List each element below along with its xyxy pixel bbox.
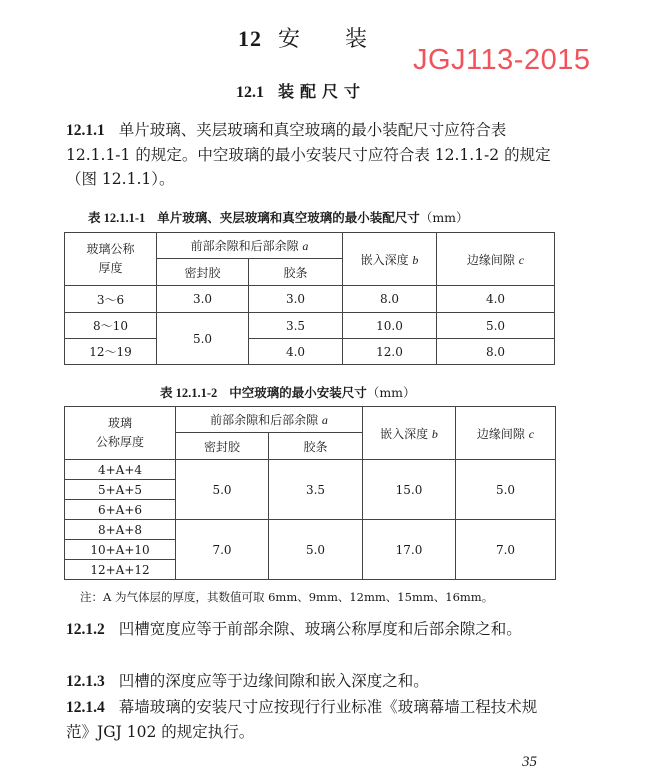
symbol: a — [302, 239, 309, 253]
cell-thickness: 10+A+10 — [65, 540, 176, 560]
clause-text: 幕墙玻璃的安装尺寸应按现行行业标准《玻璃幕墙工程技术规范》JGJ 102 的规定执行。 — [66, 698, 538, 741]
table2-header-strip: 胶条 — [269, 433, 363, 460]
clause-text: 凹槽的深度应等于边缘间隙和嵌入深度之和。 — [118, 672, 429, 690]
table1-caption-number: 表 12.1.1-1 — [88, 211, 146, 225]
header-line: 公称厚度 — [95, 435, 144, 449]
table1-header-strip: 胶条 — [249, 259, 343, 286]
clause-number: 12.1.3 — [66, 673, 105, 690]
chapter-title-word-2: 装 — [345, 27, 369, 52]
chapter-title-word-1: 安 — [278, 27, 302, 52]
cell-strip: 3.5 — [269, 460, 363, 520]
symbol: b — [431, 426, 438, 441]
clause-12-1-3 — [66, 669, 560, 694]
section-title-text: 装配尺寸 — [278, 82, 367, 101]
standard-code-stamp: JGJ113-2015 — [413, 44, 591, 76]
table1 — [64, 232, 555, 365]
table2-header-thickness — [65, 407, 176, 460]
cell-strip: 3.5 — [249, 313, 343, 339]
clause-number: 12.1.2 — [66, 621, 105, 638]
header-text: 前部余隙和后部余隙 — [210, 413, 319, 427]
cell-strip: 3.0 — [249, 286, 343, 313]
cell-strip: 5.0 — [269, 520, 363, 580]
header-text: 边缘间隙 — [466, 252, 515, 267]
table1-header-thickness — [65, 233, 157, 286]
cell-thickness: 5+A+5 — [65, 480, 176, 500]
cell-depth: 15.0 — [363, 460, 456, 520]
cell-thickness: 4+A+4 — [65, 460, 176, 480]
table-row — [65, 286, 555, 313]
cell-depth: 12.0 — [343, 339, 437, 365]
section-title — [236, 79, 366, 102]
table2-caption-text: 中空玻璃的最小安装尺寸 — [229, 385, 367, 400]
header-text: 嵌入深度 — [360, 252, 409, 267]
cell-thickness: 12～19 — [65, 339, 157, 365]
table2-header-sealant: 密封胶 — [176, 433, 269, 460]
cell-edge: 5.0 — [437, 313, 555, 339]
cell-edge: 5.0 — [456, 460, 556, 520]
symbol: c — [518, 252, 525, 267]
header-line: 厚度 — [98, 261, 123, 275]
cell-strip: 4.0 — [249, 339, 343, 365]
cell-thickness: 12+A+12 — [65, 560, 176, 580]
table1-header-clearance — [157, 233, 343, 259]
page-number: 35 — [522, 754, 537, 770]
table-row — [65, 520, 556, 540]
clause-number: 12.1.4 — [66, 699, 105, 716]
cell-sealant: 3.0 — [157, 286, 249, 313]
table1-header-depth — [343, 233, 437, 286]
section-number: 12.1 — [236, 84, 264, 101]
cell-edge: 4.0 — [437, 286, 555, 313]
cell-edge: 8.0 — [437, 339, 555, 365]
cell-thickness: 8+A+8 — [65, 520, 176, 540]
symbol: a — [321, 413, 328, 427]
table1-header-sealant: 密封胶 — [157, 259, 249, 286]
header-line: 玻璃 — [107, 416, 132, 430]
header-text: 前部余隙和后部余隙 — [190, 239, 299, 253]
clause-text: 单片玻璃、夹层玻璃和真空玻璃的最小装配尺寸应符合表 12.1.1-1 的规定。中空玻璃的最小安装尺寸应符合表 12.1.1-2 的规定（图 12.1.1）。 — [66, 121, 551, 188]
table1-caption-text: 单片玻璃、夹层玻璃和真空玻璃的最小装配尺寸 — [157, 210, 420, 225]
cell-sealant: 5.0 — [157, 313, 249, 365]
cell-thickness: 6+A+6 — [65, 500, 176, 520]
clause-text: 凹槽宽度应等于前部余隙、玻璃公称厚度和后部余隙之和。 — [118, 620, 522, 638]
chapter-number: 12 — [238, 26, 262, 51]
symbol: b — [412, 252, 419, 267]
table2-caption-number: 表 12.1.1-2 — [160, 386, 218, 400]
cell-depth: 10.0 — [343, 313, 437, 339]
cell-edge: 7.0 — [456, 520, 556, 580]
cell-depth: 8.0 — [343, 286, 437, 313]
table1-caption — [88, 208, 469, 226]
clause-number: 12.1.1 — [66, 122, 105, 139]
table2 — [64, 406, 556, 580]
header-text: 边缘间隙 — [476, 426, 525, 441]
table-row — [65, 460, 556, 480]
cell-thickness: 8～10 — [65, 313, 157, 339]
table2-caption-unit: （mm） — [366, 385, 416, 400]
cell-sealant: 5.0 — [176, 460, 269, 520]
table-row — [65, 313, 555, 339]
table1-header-edge — [437, 233, 555, 286]
table2-header-depth — [363, 407, 456, 460]
table2-caption — [160, 383, 416, 401]
clause-12-1-2 — [66, 617, 560, 642]
clause-12-1-1 — [66, 118, 560, 191]
symbol: c — [528, 426, 535, 441]
cell-depth: 17.0 — [363, 520, 456, 580]
table2-header-clearance — [176, 407, 363, 433]
table-row — [65, 339, 555, 365]
table2-header-edge — [456, 407, 556, 460]
header-text: 嵌入深度 — [380, 426, 429, 441]
cell-sealant: 7.0 — [176, 520, 269, 580]
chapter-title — [238, 22, 368, 53]
header-line: 玻璃公称 — [86, 242, 135, 256]
table1-caption-unit: （mm） — [419, 210, 469, 225]
table2-note: 注：A 为气体层的厚度，其数值可取 6mm、9mm、12mm、15mm、16mm。 — [80, 590, 494, 604]
clause-12-1-4 — [66, 695, 560, 744]
cell-thickness: 3～6 — [65, 286, 157, 313]
